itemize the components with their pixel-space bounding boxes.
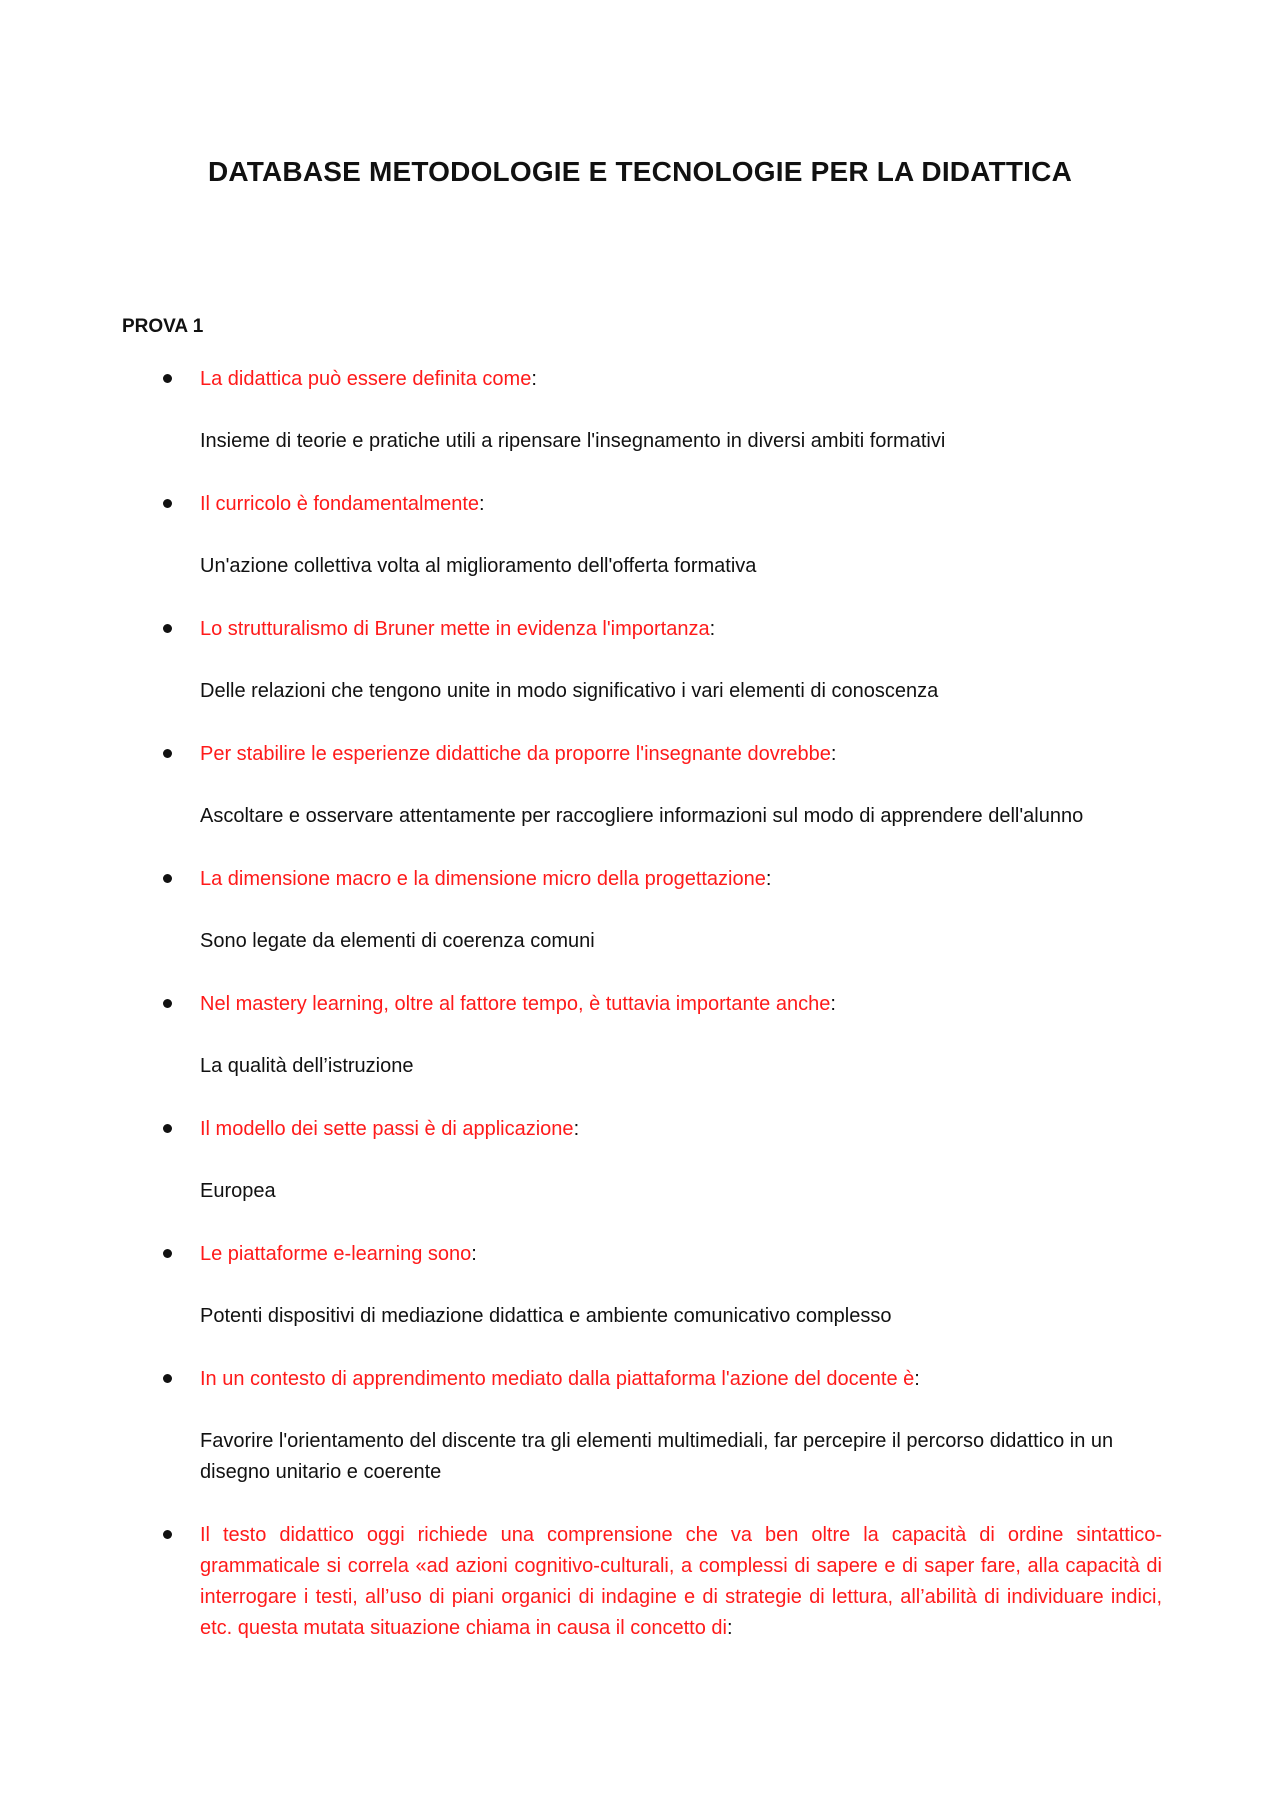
bullet-icon [163,624,172,633]
bullet-icon [163,374,172,383]
list-item [0,1364,1280,1520]
answer-text: Ascoltare e osservare attentamente per raccogliere informazioni sul modo di apprendere dell'alunno [200,805,1084,827]
list-item [0,614,1280,739]
list-item [0,864,1280,989]
section-label: PROVA 1 [122,316,204,337]
bullet-icon [163,499,172,508]
question-list [0,364,1280,1644]
answer-text: Insieme di teorie e pratiche utili a ripensare l'insegnamento in diversi ambiti formativi [200,430,946,452]
question-text: In un contesto di apprendimento mediato dalla piattaforma l'azione del docente è: [200,1368,920,1390]
question-text: Lo strutturalismo di Bruner mette in evidenza l'importanza: [200,618,716,640]
list-item [0,989,1280,1114]
list-item [0,739,1280,864]
answer-text: Un'azione collettiva volta al miglioramento dell'offerta formativa [200,555,757,577]
answer-text: Favorire l'orientamento del discente tra gli elementi multimediali, far percepire il percorso didattico in un disegno unitario e coerente [200,1430,1114,1483]
answer-text: Europea [200,1180,276,1202]
answer-text: Potenti dispositivi di mediazione didattica e ambiente comunicativo complesso [200,1305,892,1327]
question-text: La didattica può essere definita come: [200,368,537,390]
question-text: Il modello dei sette passi è di applicazione: [200,1118,580,1140]
question-text: Il curricolo è fondamentalmente: [200,493,485,515]
list-item [0,1520,1280,1644]
bullet-icon [163,749,172,758]
bullet-icon [163,1249,172,1258]
bullet-icon [163,874,172,883]
list-item [0,364,1280,489]
question-text: Il testo didattico oggi richiede una comprensione che va ben oltre la capacità di ordine sintattico-grammaticale si correla «ad azioni cognitivo-culturali, a complessi di sapere e di saper fare, alla capacità di interrogare i testi, all’uso di piani organici di indagine e di strategie di lettura, all’abilità di individuare indici, etc. questa mutata situazione chiama in causa il concetto di: [200,1524,1162,1639]
list-item [0,489,1280,614]
question-text: Per stabilire le esperienze didattiche da proporre l'insegnante dovrebbe: [200,743,837,765]
answer-text: Sono legate da elementi di coerenza comuni [200,930,595,952]
question-text: Le piattaforme e-learning sono: [200,1243,477,1265]
bullet-icon [163,1374,172,1383]
bullet-icon [163,1124,172,1133]
question-text: La dimensione macro e la dimensione micro della progettazione: [200,868,772,890]
answer-text: La qualità dell’istruzione [200,1055,414,1077]
question-text: Nel mastery learning, oltre al fattore tempo, è tuttavia importante anche: [200,993,836,1015]
bullet-icon [163,1530,172,1539]
answer-text: Delle relazioni che tengono unite in modo significativo i vari elementi di conoscenza [200,680,939,702]
list-item [0,1114,1280,1239]
bullet-icon [163,999,172,1008]
list-item [0,1239,1280,1364]
document-title: DATABASE METODOLOGIE E TECNOLOGIE PER LA DIDATTICA [207,156,1072,187]
